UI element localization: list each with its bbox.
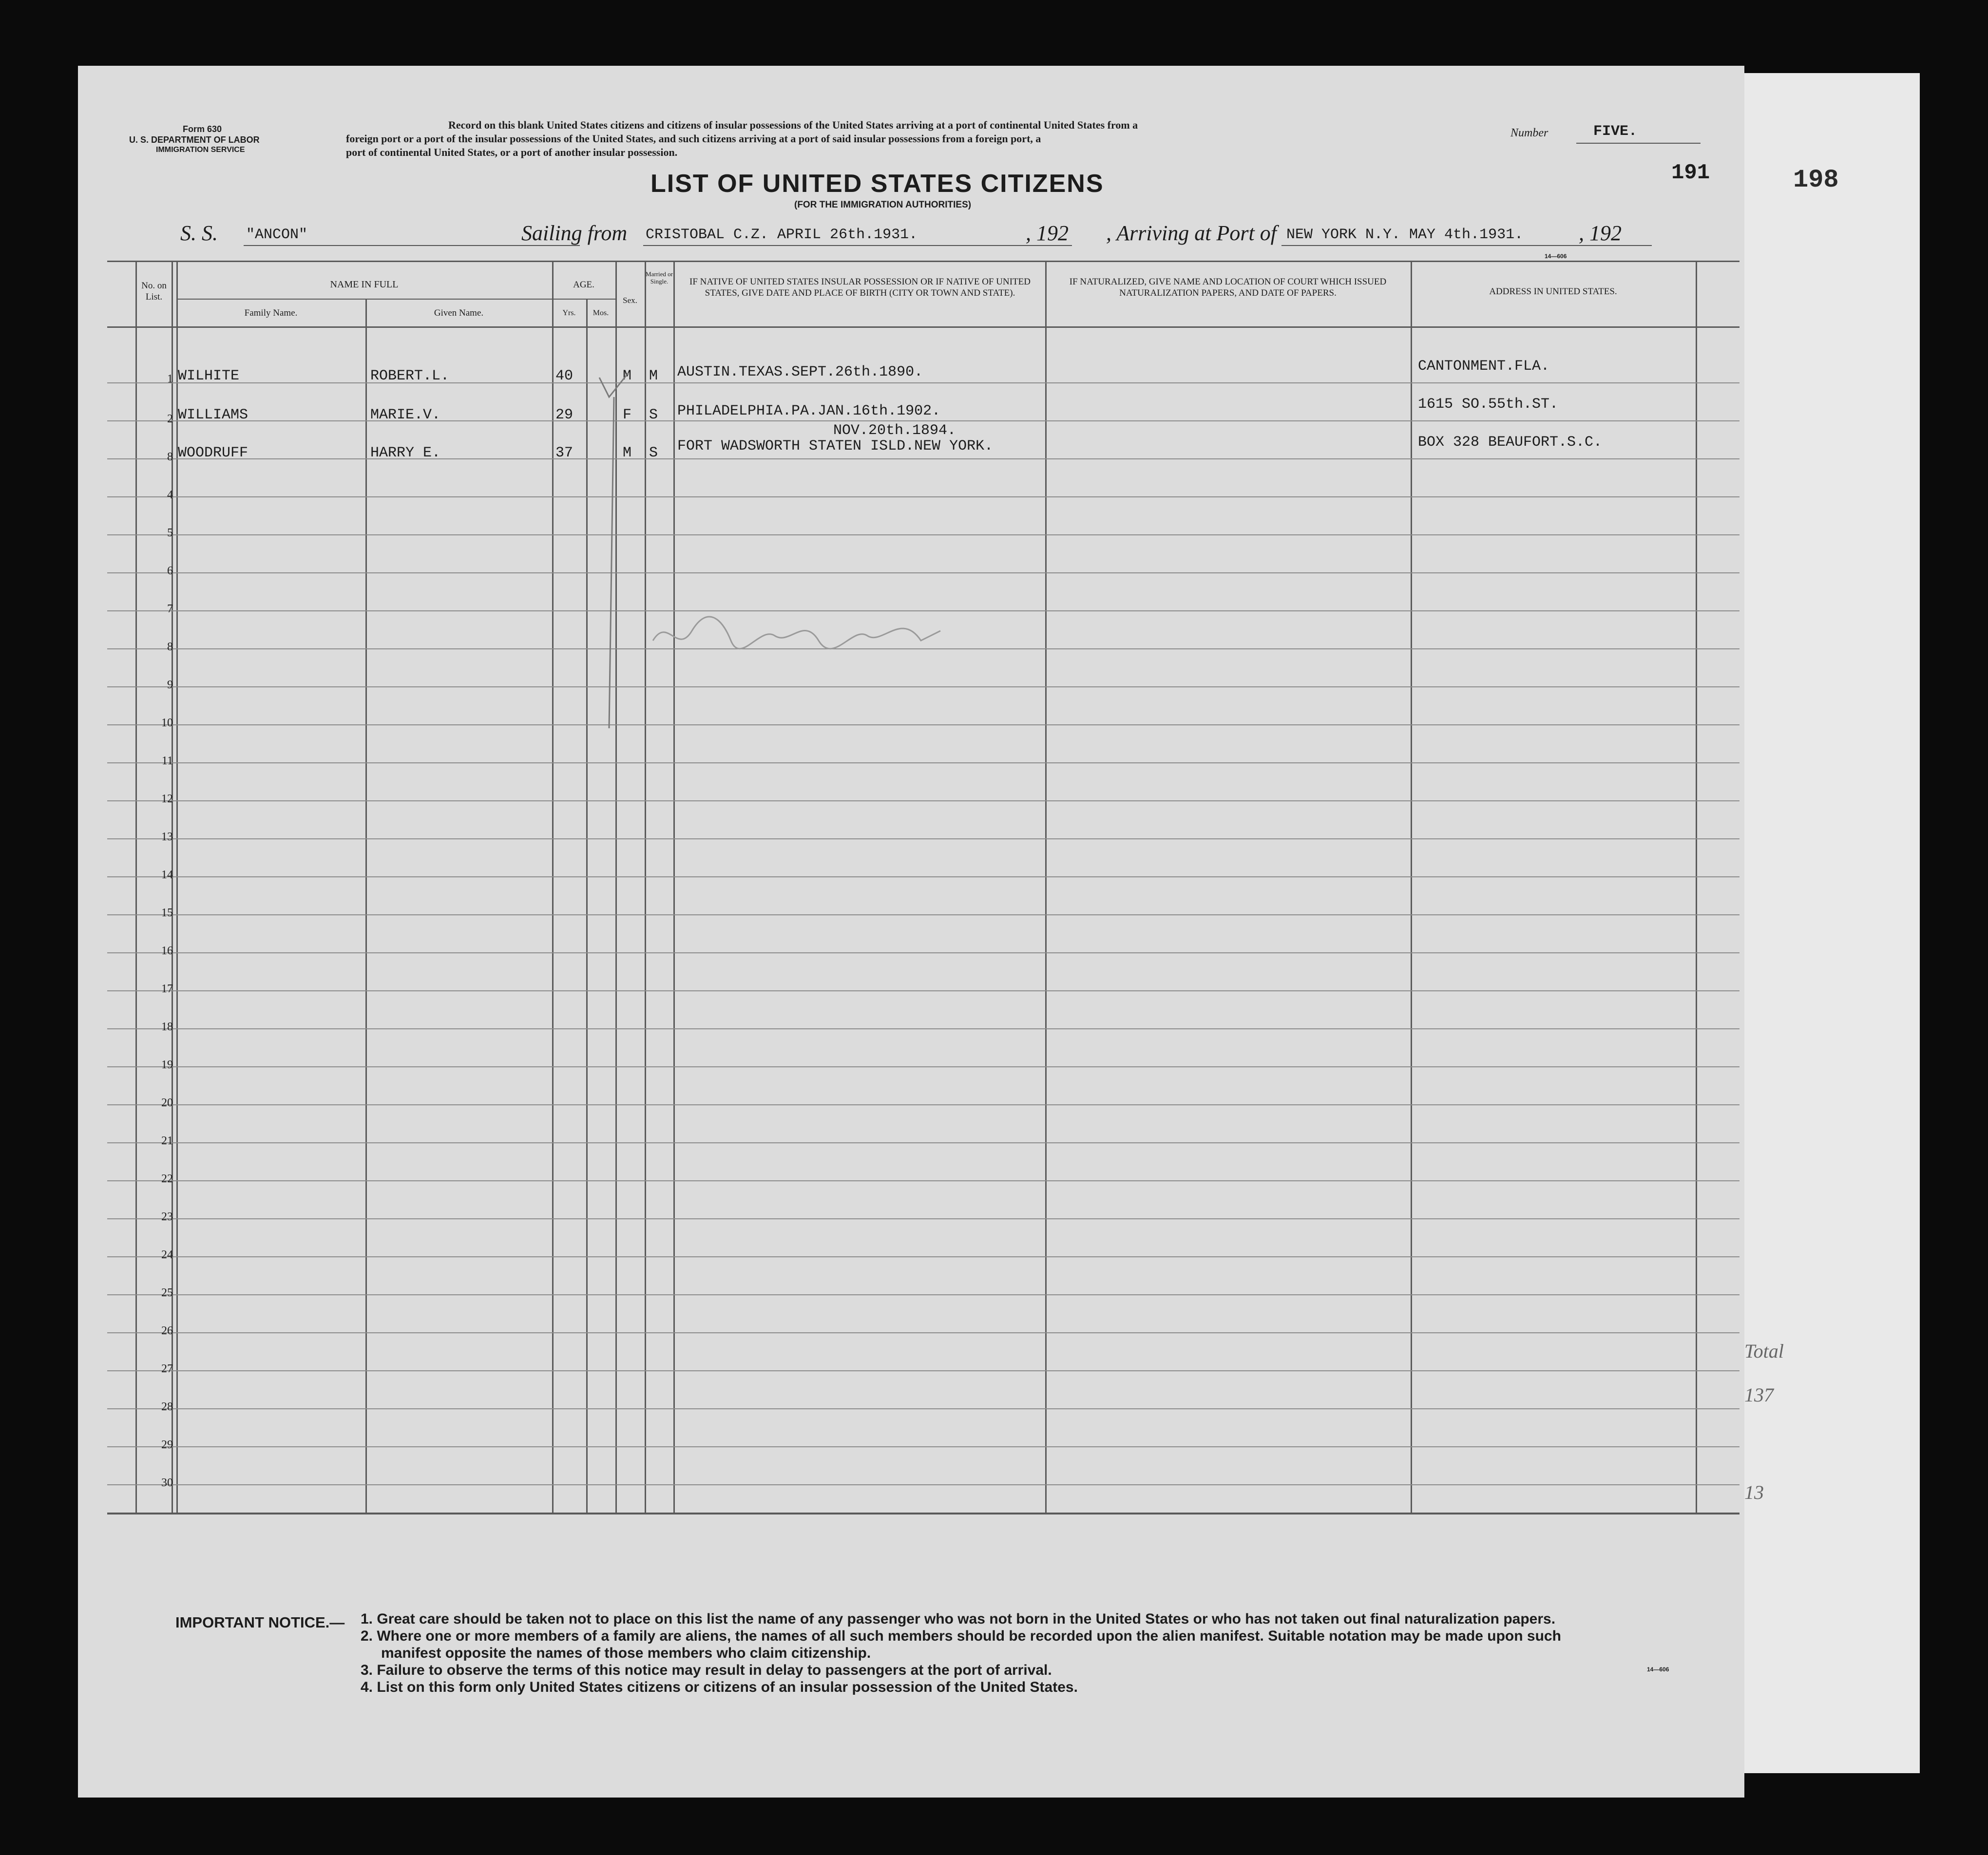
col-divider: [1411, 261, 1412, 1513]
col-head-age: AGE.: [573, 280, 594, 290]
col-head-given: Given Name.: [434, 308, 484, 318]
row-number: 16: [161, 945, 173, 957]
sex: M: [623, 368, 632, 384]
given-name: HARRY E.: [370, 445, 441, 461]
row-number: 12: [161, 793, 173, 805]
sailing-label: Sailing from: [521, 221, 628, 245]
family-name: WILLIAMS: [178, 407, 248, 423]
row-number: 20: [161, 1097, 173, 1109]
header-subdivider: [176, 299, 552, 300]
notice-line: 4. List on this form only United States citizens or citizens of an insular possession of the United States.: [361, 1679, 1078, 1695]
row-number: 19: [161, 1059, 173, 1071]
row-number: 26: [161, 1325, 173, 1337]
sex: F: [623, 407, 632, 423]
col-divider: [586, 300, 588, 1513]
row-number: 2: [167, 413, 173, 425]
row-number: 7: [167, 603, 173, 615]
number-underline: [1576, 143, 1701, 144]
sailing-value: CRISTOBAL C.Z. APRIL 26th.1931.: [646, 227, 918, 243]
col-divider: [365, 300, 367, 1513]
back-page-number: 198: [1793, 166, 1839, 194]
page-subtitle: (FOR THE IMMIGRATION AUTHORITIES): [794, 200, 972, 210]
row-number: 27: [161, 1363, 173, 1375]
header-subdivider: [552, 299, 615, 300]
marital-status: S: [649, 445, 658, 461]
instructions: Record on this blank United States citizens and citizens of insular possessions of the United States arriving at a port of continental United States from a foreign port or a port of the insular possessions of the United States, and such citizens arriving at a port of said insular possessions from a foreign port, a port of continental United States, or a port of another insular possession.: [346, 119, 1138, 158]
col-head-married: Married or Single.: [646, 270, 673, 285]
table-bottom-border: [107, 1513, 1740, 1514]
handwritten-check-mark: [594, 368, 633, 738]
row-number: 9: [167, 679, 173, 691]
row-number: 11: [161, 755, 173, 767]
family-name: WILHITE: [178, 368, 240, 384]
margin-note: 137: [1744, 1384, 1774, 1406]
marital-status: M: [649, 368, 658, 384]
printer-code: 14—606: [1545, 253, 1567, 260]
col-head-family: Family Name.: [244, 308, 298, 318]
row-number: 13: [161, 831, 173, 843]
row-number: 29: [161, 1439, 173, 1451]
row-number: 5: [167, 527, 173, 539]
col-head-address: ADDRESS IN UNITED STATES.: [1489, 286, 1617, 297]
notice-line: manifest opposite the names of those members who claim citizenship.: [381, 1645, 871, 1661]
number-label: Number: [1510, 127, 1548, 139]
birth-place-date: PHILADELPHIA.PA.JAN.16th.1902.: [677, 403, 941, 419]
address: CANTONMENT.FLA.: [1418, 358, 1550, 375]
col-divider: [1045, 261, 1047, 1513]
row-number: 24: [161, 1249, 173, 1261]
ship-name: "ANCON": [246, 227, 308, 243]
row-number: 18: [161, 1021, 173, 1033]
age-years: 40: [555, 368, 573, 384]
age-years: 37: [555, 445, 573, 461]
row-number: 30: [161, 1476, 173, 1489]
year-suffix: , 192: [1026, 221, 1069, 245]
row-number: 17: [161, 983, 173, 995]
arriving-label: , Arriving at Port of: [1106, 221, 1277, 245]
marital-status: S: [649, 407, 658, 423]
row-number: 8: [167, 641, 173, 653]
col-head-sex: Sex.: [623, 296, 637, 305]
row-number: 23: [161, 1211, 173, 1223]
arriving-value: NEW YORK N.Y. MAY 4th.1931.: [1286, 227, 1524, 243]
family-name: WOODRUFF: [178, 445, 248, 461]
year-suffix: , 192: [1579, 221, 1622, 245]
row-number: 22: [161, 1173, 173, 1185]
address: BOX 328 BEAUFORT.S.C.: [1418, 434, 1603, 451]
col-divider: [552, 261, 554, 1513]
notice-line: 2. Where one or more members of a family are aliens, the names of all such members should be recorded upon the alien manifest. Suitable notation may be made upon such: [361, 1628, 1561, 1644]
col-head-birthplace: IF NATIVE OF UNITED STATES INSULAR POSSESSION OR IF NATIVE OF UNITED STATES, GIVE DATE AND PLACE OF BIRTH (CITY OR TOWN AND STATE).: [689, 277, 1031, 298]
address: 1615 SO.55th.ST.: [1418, 396, 1559, 413]
birth-place-date: AUSTIN.TEXAS.SEPT.26th.1890.: [677, 364, 923, 380]
sailing-underline: [643, 245, 1072, 246]
col-head-yrs: Yrs.: [562, 309, 576, 317]
notice-line: 1. Great care should be taken not to place on this list the name of any passenger who was not born in the United States or who has not taken out final naturalization papers.: [361, 1611, 1556, 1627]
col-head-mos: Mos.: [593, 309, 609, 317]
margin-note: Total: [1744, 1340, 1784, 1362]
back-sheet: [1735, 73, 1920, 1773]
header-bottom-border: [107, 326, 1740, 328]
ss-label: S. S.: [180, 221, 218, 245]
given-name: MARIE.V.: [370, 407, 441, 423]
row-number: 25: [161, 1287, 173, 1299]
notice-heading: IMPORTANT NOTICE.—: [175, 1614, 345, 1631]
notice-code: 14—606: [1647, 1666, 1669, 1673]
number-value: FIVE.: [1593, 123, 1638, 140]
row-number: 10: [161, 717, 173, 729]
row-number: 8: [167, 451, 173, 463]
given-name: ROBERT.L.: [370, 368, 450, 384]
sex: M: [623, 445, 632, 461]
col-head-no: No. on List.: [141, 281, 167, 302]
row-number: 6: [167, 565, 173, 577]
row-number: 1: [167, 373, 173, 385]
row-number: 21: [161, 1135, 173, 1147]
manifest-page: Form 630 U. S. DEPARTMENT OF LABOR IMMIGRATION SERVICE Record on this blank United States citizens and citizens of insular possessions of the United States arriving at a port of continental United States from a foreign port or a port of the insular possessions of the United States, and such citizens arriving at a port of said insular possessions from a foreign port, a port of continental United States, or a port of another insular possession. Number FIVE. LIST OF UNITED STATES CITIZENS (FOR THE IMMIGRATION AUTHORITIES) 191 S. S. "ANCON" Sailing from CRISTOBAL C.Z. APRIL 26th.1931. , 192 , Arriving at Port of NEW YORK N.Y. MAY 4th.1931. , 192 14—606 No. on List. NAME IN FULL Family Name. Given Name. AGE. Yrs. Mos. Sex. Married or Single. IF NATIVE OF UNITED STATES INSULAR POSSESSION OR IF NATIVE OF UNITED STATES, GIVE DATE AND PLACE OF BIRTH (CITY OR TOWN AND STATE). IF NATURALIZED, GIVE NAME AND LOCATION OF COURT WHICH ISSUED NATURALIZATION PAPERS, AND DATE OF PAPERS. ADDRESS IN UNITED STATES. 1 WILHITE ROBERT.L. 40 M M AUSTIN.TEXAS.SEPT.26th.1890. CANTONMENT.FLA. 2 WILLIAMS MARIE.V. 29 F S PHILADELPHIA.PA.JAN.16th.1902. 1615 SO.55th.ST. 8 WOODRUFF HARRY E. 37 M S NOV.20th.1894. FORT WADSWORTH STATEN ISLD.NEW YORK. BOX 328 BEAUFORT.S.C. 4 5 6 7 8 9 10 11 12 13 14 15 16 17 18 19 20 21 22 23 24 25 26 27 28 29 30 IMPORTANT NOTICE.— 1. Great care should be taken not to place on this list the name of any passenger who was not born in the United States or who has not taken out final naturalization papers. 2. Where one or more members of a family are aliens, the names of all such members should be recorded upon the alien manifest. Suitable notation may be made upon such manifest opposite the names of those members who claim citizenship. 3. Failure to observe the terms of this notice may result in delay to passengers at the port of arrival. 4. List on this form only United States citizens or citizens of an insular possession of the United States. 14—606: [78, 66, 1744, 1798]
birth-place-date: FORT WADSWORTH STATEN ISLD.NEW YORK.: [677, 438, 994, 454]
col-divider: [673, 261, 675, 1513]
row-number: 15: [161, 907, 173, 919]
col-head-naturalized: IF NATURALIZED, GIVE NAME AND LOCATION OF COURT WHICH ISSUED NATURALIZATION PAPERS, AND DATE OF PAPERS.: [1069, 277, 1387, 298]
col-head-name: NAME IN FULL: [330, 279, 399, 290]
margin-note: 13: [1744, 1481, 1764, 1503]
row-number: 28: [161, 1401, 173, 1413]
col-divider: [135, 261, 137, 1513]
department: U. S. DEPARTMENT OF LABOR: [129, 135, 260, 145]
table-top-border: [107, 261, 1740, 262]
page-number: 191: [1671, 161, 1710, 185]
birth-date-extra: NOV.20th.1894.: [833, 422, 956, 439]
col-divider: [645, 261, 646, 1513]
form-number: Form 630: [183, 124, 222, 134]
service: IMMIGRATION SERVICE: [156, 146, 245, 154]
age-years: 29: [555, 407, 573, 423]
row-number: 14: [161, 869, 173, 881]
notice-line: 3. Failure to observe the terms of this notice may result in delay to passengers at the port of arrival.: [361, 1662, 1052, 1678]
row-number: 4: [167, 489, 173, 501]
col-divider: [1696, 261, 1697, 1513]
inspector-signature: [648, 597, 960, 660]
